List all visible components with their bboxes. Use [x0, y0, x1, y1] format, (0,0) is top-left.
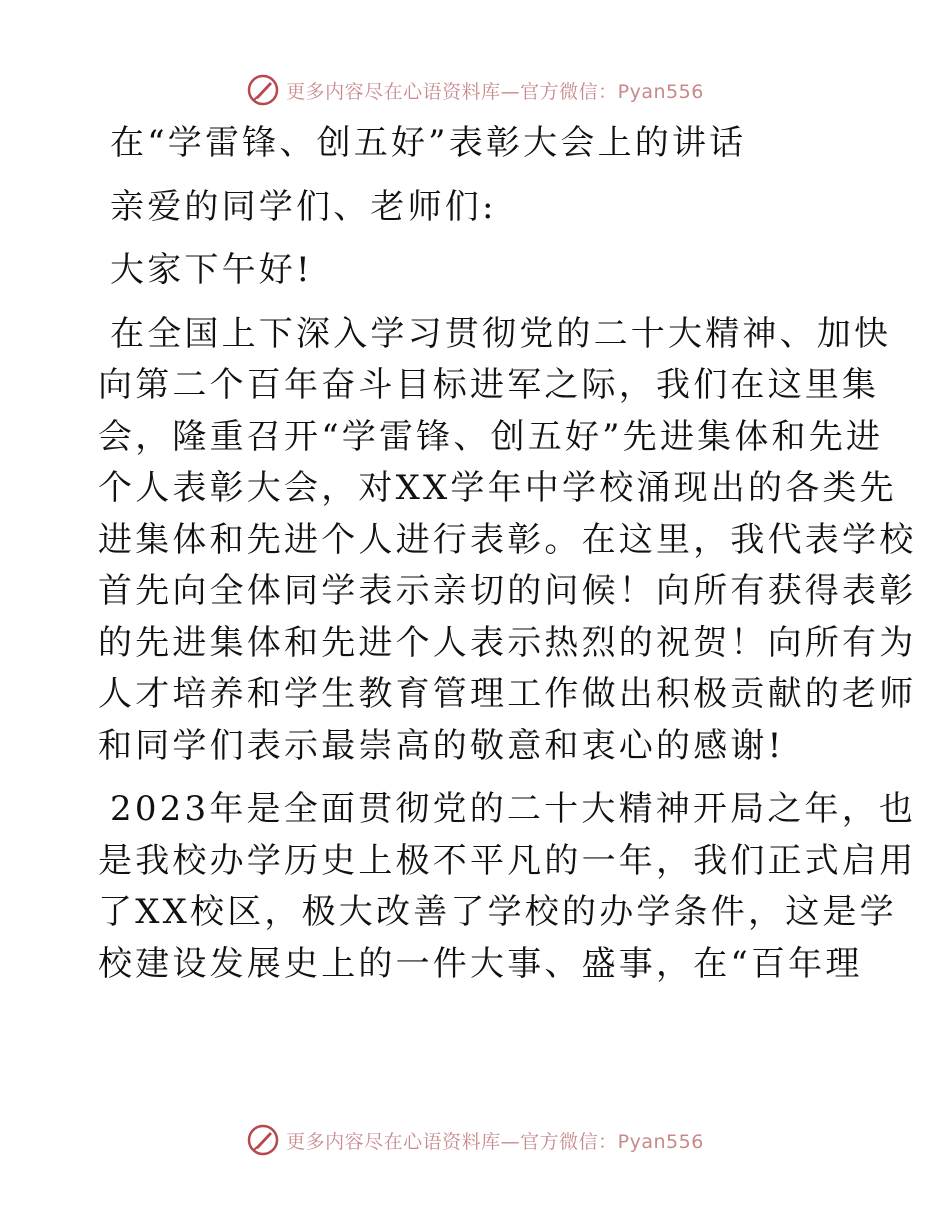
feather-pen-logo-icon	[246, 73, 280, 107]
document-body	[98, 118, 917, 990]
document-title: 在“学雷锋、创五好”表彰大会上的讲话	[110, 123, 747, 163]
paragraph-line: 在全国上下深入学习贯彻党的二十大精神、加快	[110, 313, 892, 354]
paragraph-line: 了XX校区，极大改善了学校的办学条件，这是学	[98, 892, 897, 932]
paragraph-2	[98, 784, 917, 990]
watermark-text: 更多内容尽在心语资料库—官方微信：Pyan556	[286, 1130, 704, 1153]
header-watermark	[0, 70, 950, 110]
watermark-text: 更多内容尽在心语资料库—官方微信：Pyan556	[286, 80, 704, 103]
greeting: 大家下午好!	[110, 250, 313, 290]
paragraph-line: 进集体和先进个人进行表彰。在这里，我代表学校	[98, 519, 917, 560]
paragraph-line: 个人表彰大会，对XX学年中学校涌现出的各类先	[98, 468, 897, 508]
paragraph-line: 首先向全体同学表示亲切的问候！向所有获得表彰	[98, 571, 917, 611]
paragraph-1	[98, 309, 917, 773]
paragraph-line: 2023年是全面贯彻党的二十大精神开局之年，也	[110, 789, 917, 829]
paragraph-line: 会，隆重召开“学雷锋、创五好”先进集体和先进	[98, 416, 884, 457]
paragraph-line: 和同学们表示最崇高的敬意和衷心的感谢!	[98, 725, 785, 766]
paragraph-line: 人才培养和学生教育管理工作做出积极贡献的老师	[98, 674, 917, 714]
paragraph-line: 向第二个百年奋斗目标进军之际，我们在这里集	[98, 365, 880, 405]
feather-pen-logo-icon	[246, 1123, 280, 1157]
footer-watermark	[0, 1120, 950, 1160]
paragraph-line: 是我校办学历史上极不平凡的一年，我们正式启用	[98, 840, 917, 881]
paragraph-line: 的先进集体和先进个人表示热烈的祝贺！向所有为	[98, 622, 917, 663]
paragraph-line: 校建设发展史上的一件大事、盛事，在“百年理	[98, 943, 863, 984]
salutation: 亲爱的同学们、老师们:	[110, 186, 497, 227]
